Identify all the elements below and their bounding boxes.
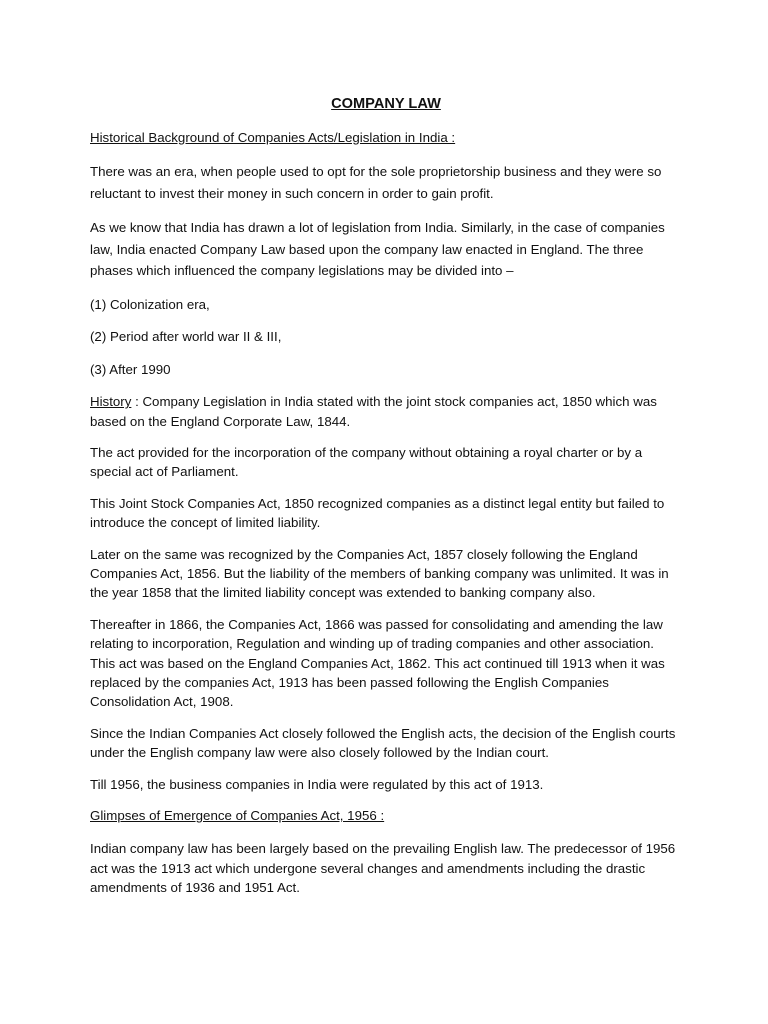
paragraph-english-courts: Since the Indian Companies Act closely followed the English acts, the decision of the English courts under the English company law were also closely followed by the Indian court. <box>90 725 676 761</box>
document-title: COMPANY LAW <box>331 96 441 112</box>
paragraph-companies-act-1857: Later on the same was recognized by the Companies Act, 1857 closely following the England Companies Act, 1856. But the liability of the members of banking company was unlimited. It was in the year 1858 that the limited liability concept was extended to banking company also. <box>90 546 669 601</box>
history-text: : Company Legislation in India stated with the joint stock companies act, 1850 which was based on the England Corporate Law, 1844. <box>90 394 657 429</box>
section-heading-glimpses: Glimpses of Emergence of Companies Act, 1956 : <box>90 808 385 824</box>
history-label: History <box>90 394 132 410</box>
section-heading-historical-background: Historical Background of Companies Acts/Legislation in India : <box>90 130 456 145</box>
paragraph-legislation-from-england: As we know that India has drawn a lot of legislation from India. Similarly, in the case of companies law, India enacted Company Law based upon the company law enacted in England. The three phases which influenced the company legislations may be divided into – <box>90 220 665 279</box>
paragraph-joint-stock-act: This Joint Stock Companies Act, 1850 recognized companies as a distinct legal entity but failed to introduce the concept of limited liability. <box>90 495 665 531</box>
paragraph-companies-act-1866: Thereafter in 1866, the Companies Act, 1866 was passed for consolidating and amending the law relating to incorporation, Regulation and winding up of trading companies and other association. This act was based on the England Companies Act, 1862. This act continued till 1913 when it was replaced by the companies Act, 1913 has been passed following the English Companies Consolidation Act, 1908. <box>90 616 665 710</box>
paragraph-history <box>90 392 682 431</box>
paragraph-incorporation: The act provided for the incorporation of the company without obtaining a royal charter or by a special act of Parliament. <box>90 444 643 480</box>
phase-item-colonization: (1) Colonization era, <box>90 296 210 312</box>
phase-item-world-war: (2) Period after world war II & III, <box>90 329 282 345</box>
paragraph-indian-company-law: Indian company law has been largely based on the prevailing English law. The predecessor of 1956 act was the 1913 act which undergone several changes and amendments including the drastic amendments of 1936 and 1951 Act. <box>90 841 676 896</box>
paragraph-till-1956: Till 1956, the business companies in India were regulated by this act of 1913. <box>90 776 544 792</box>
document-body <box>90 94 682 910</box>
phase-item-after-1990: (3) After 1990 <box>90 361 171 377</box>
paragraph-sole-proprietorship: There was an era, when people used to opt for the sole proprietorship business and they were so reluctant to invest their money in such concern in order to gain profit. <box>90 164 662 201</box>
